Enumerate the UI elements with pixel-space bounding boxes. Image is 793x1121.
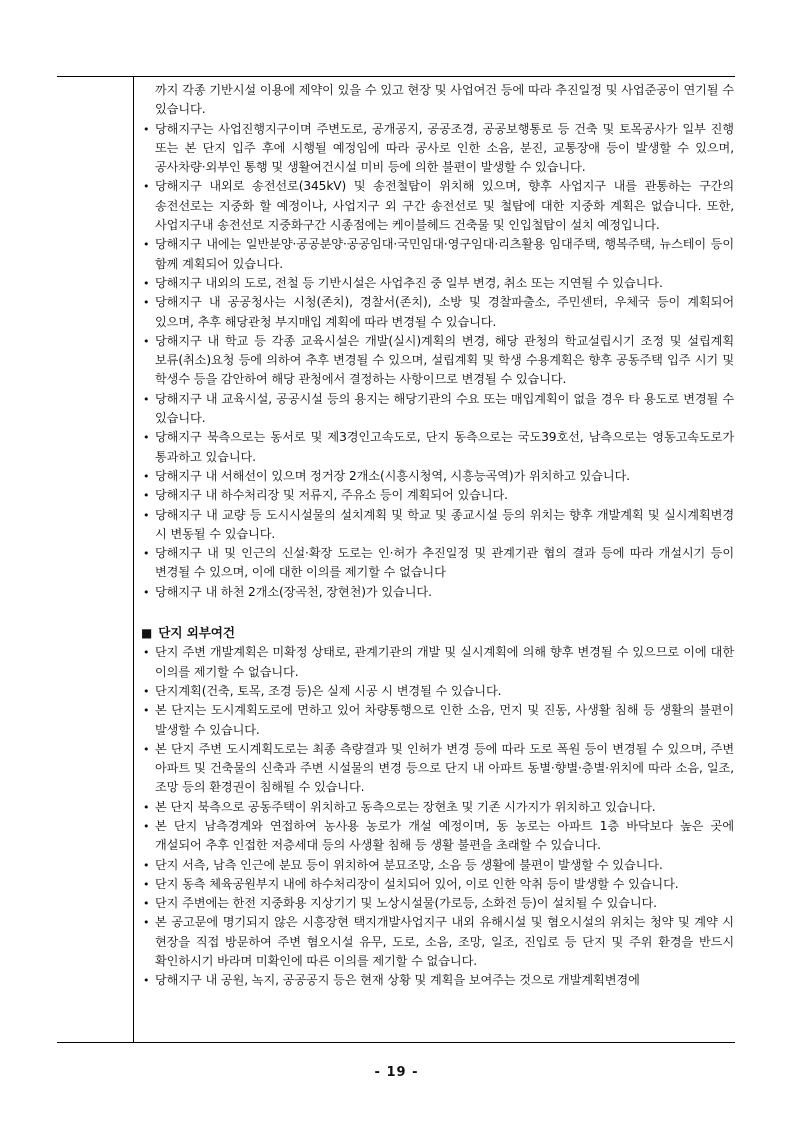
bullet-icon: •	[143, 646, 150, 660]
internal-condition-item-text: 당해지구 내 및 인근의 신설·확장 도로는 인·허가 추진일정 및 관계기관 협의 결과 등에 따라 개설시기 등이 변경될 수 있으며, 이에 대한 이의를 제기할 수 없습니다	[155, 546, 734, 580]
bullet-icon: •	[143, 974, 150, 988]
bullet-icon: •	[143, 238, 150, 252]
bullet-icon: •	[143, 276, 150, 290]
page-number: - 19 -	[374, 1065, 419, 1080]
external-condition-item	[141, 971, 734, 990]
internal-condition-item-text: 당해지구 내 하수처리장 및 저류지, 주유소 등이 계획되어 있습니다.	[155, 488, 508, 503]
bullet-icon: •	[143, 684, 150, 698]
external-condition-item	[141, 913, 734, 971]
external-condition-item	[141, 740, 734, 798]
section-title-external	[141, 623, 734, 643]
internal-condition-item	[141, 486, 734, 505]
internal-condition-item	[141, 235, 734, 274]
bullet-icon: •	[143, 742, 150, 756]
external-condition-item-text: 단지 주변에는 한전 지중화용 지상기기 및 노상시설물(가로등, 소화전 등)이 설치될 수 있습니다.	[155, 896, 657, 911]
bullet-icon: •	[143, 334, 150, 348]
internal-condition-item-text: 당해지구 내 하천 2개소(장곡천, 장현천)가 있습니다.	[155, 584, 432, 599]
external-condition-item-text: 본 단지는 도시계획도로에 면하고 있어 차량통행으로 인한 소음, 먼지 및 진동, 사생활 침해 등 생활의 불편이 발생할 수 있습니다.	[155, 703, 734, 737]
column-divider	[133, 76, 134, 1042]
internal-condition-item	[141, 293, 734, 332]
internal-condition-item-text: 당해지구 내외의 도로, 전철 등 기반시설은 사업추진 중 일부 변경, 취소 또는 지연될 수 있습니다.	[155, 275, 663, 290]
external-condition-item	[141, 701, 734, 740]
external-condition-item-text: 단지 서측, 남측 인근에 분묘 등이 위치하여 분묘조망, 소음 등 생활에 불편이 발생할 수 있습니다.	[155, 857, 663, 872]
internal-condition-item	[141, 332, 734, 390]
bullet-icon: •	[143, 180, 150, 194]
external-condition-item	[141, 856, 734, 875]
bullet-icon: •	[143, 392, 150, 406]
internal-condition-item	[141, 274, 734, 293]
internal-condition-item-text: 당해지구 내 교량 등 도시시설물의 설치계획 및 학교 및 종교시설 등의 위치는 향후 개발계획 및 실시계획변경 시 변동될 수 있습니다.	[155, 507, 734, 541]
external-condition-item-text: 당해지구 내 공원, 녹지, 공공공지 등은 현재 상황 및 계획을 보여주는 것으로 개발계획변경에	[155, 973, 640, 988]
external-condition-item	[141, 875, 734, 894]
bullet-icon: •	[143, 704, 150, 718]
internal-condition-item	[141, 177, 734, 235]
external-condition-item-text: 단지계획(건축, 토목, 조경 등)은 실제 시공 시 변경될 수 있습니다.	[155, 683, 502, 698]
internal-condition-item-text: 당해지구 내외로 송전선로(345kV) 및 송전철탑이 위치해 있으며, 향후 사업지구 내를 관통하는 구간의 송전선로는 지중화 할 예정이나, 사업지구 외 구간 송전선로 및 철탑에 대한 지중화 계획은 없습니다. 또한, 사업지구내 송전선로 지중화구간 시종점에는 케이블헤드 건축물 및 인입철탑이 설치 예정입니다.	[155, 179, 734, 233]
bullet-icon: •	[143, 431, 150, 445]
external-condition-item	[141, 682, 734, 701]
bullet-icon: •	[143, 122, 150, 136]
bullet-icon: •	[143, 508, 150, 522]
bullet-icon: •	[143, 877, 150, 891]
bullet-icon: •	[143, 585, 150, 599]
bullet-icon: •	[143, 800, 150, 814]
external-condition-item-text: 단지 주변 개발계획은 미확정 상태로, 관계기관의 개발 및 실시계획에 의해 향후 변경될 수 있으므로 이에 대한 이의를 제기할 수 없습니다.	[155, 645, 734, 679]
bullet-icon: •	[143, 819, 150, 833]
internal-condition-item	[141, 428, 734, 467]
internal-condition-item-text: 당해지구 내 학교 등 각종 교육시설은 개발(실시)계획의 변경, 해당 관청의 학교설립시기 조정 및 설립계획 보류(취소)요청 등에 의하여 추후 변경될 수 있으며, 설립계획 및 학생 수용계획은 향후 공동주택 입주 시기 및 학생수 등을 감안하여 해당 관청에서 결정하는 사항이므로 변경될 수 있습니다.	[155, 333, 734, 387]
section-title-text: 단지 외부여건	[158, 625, 235, 641]
continuation-text: 까지 각종 기반시설 이용에 제약이 있을 수 있고 현장 및 사업여건 등에 따라 추진일정 및 사업준공이 연기될 수 있습니다.	[155, 83, 734, 117]
notice-content	[141, 81, 734, 991]
bullet-icon: •	[143, 547, 150, 561]
internal-conditions-list	[141, 120, 734, 602]
internal-condition-item-text: 당해지구 북측으로는 동서로 및 제3경인고속도로, 단지 동측으로는 국도39호선, 남측으로는 영동고속도로가 통과하고 있습니다.	[155, 430, 734, 464]
internal-condition-item-text: 당해지구 내 교육시설, 공공시설 등의 용지는 해당기관의 수요 또는 매입계획이 없을 경우 타 용도로 변경될 수 있습니다.	[155, 391, 734, 426]
internal-condition-item	[141, 390, 734, 429]
external-condition-item-text: 본 공고문에 명기되지 않은 시흥장현 택지개발사업지구 내외 유해시설 및 혐오시설의 위치는 청약 및 계약 시 현장을 직접 방문하여 주변 혐오시설 유무, 도로, 소음, 조망, 일조, 진입로 등 단지 및 주위 환경을 반드시 확인하시기 바라며 미확인에 따른 이의를 제기할 수 없습니다.	[155, 915, 734, 969]
external-condition-item	[141, 798, 734, 817]
internal-condition-item-text: 당해지구 내에는 일반분양·공공분양·공공임대·국민임대·영구임대·리츠활용 임대주택, 행복주택, 뉴스테이 등이 함께 계획되어 있습니다.	[155, 237, 734, 271]
external-condition-item-text: 본 단지 북측으로 공동주택이 위치하고 동측으로는 장현초 및 기존 시가지가 위치하고 있습니다.	[155, 799, 656, 814]
bullet-icon: •	[143, 469, 150, 483]
bullet-icon: •	[143, 858, 150, 872]
internal-condition-item	[141, 506, 734, 545]
external-condition-item	[141, 643, 734, 682]
internal-condition-item	[141, 544, 734, 583]
internal-condition-item	[141, 467, 734, 486]
internal-condition-item-text: 당해지구 내 서해선이 있으며 정거장 2개소(시흥시청역, 시흥능곡역)가 위치하고 있습니다.	[155, 468, 630, 483]
external-condition-item	[141, 894, 734, 913]
bullet-icon: •	[143, 916, 150, 930]
external-condition-item-text: 본 단지 주변 도시계획도로는 최종 측량결과 및 인허가 변경 등에 따라 도로 폭원 등이 변경될 수 있으며, 주변 아파트 및 건축물의 신축과 주변 시설물의 변경 등으로 단지 내 아파트 동별·향별·층별·위치에 따라 소음, 일조, 조망 등의 환경권이 침해될 수 있습니다.	[155, 741, 734, 795]
internal-condition-item-text: 당해지구 내 공공청사는 시청(존치), 경찰서(존치), 소방 및 경찰파출소, 주민센터, 우체국 등이 계획되어 있으며, 추후 해당관청 부지매입 계획에 따라 변경될 수 있습니다.	[155, 295, 734, 329]
internal-condition-item	[141, 120, 734, 178]
bullet-icon: •	[143, 296, 150, 310]
bullet-icon: •	[143, 897, 150, 911]
section-marker-icon: ■	[141, 626, 153, 641]
internal-condition-item	[141, 583, 734, 602]
external-conditions-list	[141, 643, 734, 990]
external-condition-item-text: 본 단지 남측경계와 연접하여 농사용 농로가 개설 예정이며, 동 농로는 아파트 1층 바닥보다 높은 곳에 개설되어 추후 인접한 저층세대 등의 사생활 침해 등 생활 불편을 초래할 수 있습니다.	[155, 818, 734, 853]
internal-condition-item-text: 당해지구는 사업진행지구이며 주변도로, 공개공지, 공공조경, 공공보행통로 등 건축 및 토목공사가 일부 진행 또는 본 단지 입주 후에 시행될 예정임에 따라 공사로 인한 소음, 분진, 교통장애 등이 발생할 수 있으며, 공사차량·외부인 통행 및 생활여건시설 미비 등에 의한 불편이 발생할 수 있습니다.	[155, 121, 734, 175]
external-condition-item	[141, 817, 734, 856]
bullet-icon: •	[143, 489, 150, 503]
external-condition-item-text: 단지 동측 체육공원부지 내에 하수처리장이 설치되어 있어, 이로 인한 악취 등이 발생할 수 있습니다.	[155, 876, 679, 891]
